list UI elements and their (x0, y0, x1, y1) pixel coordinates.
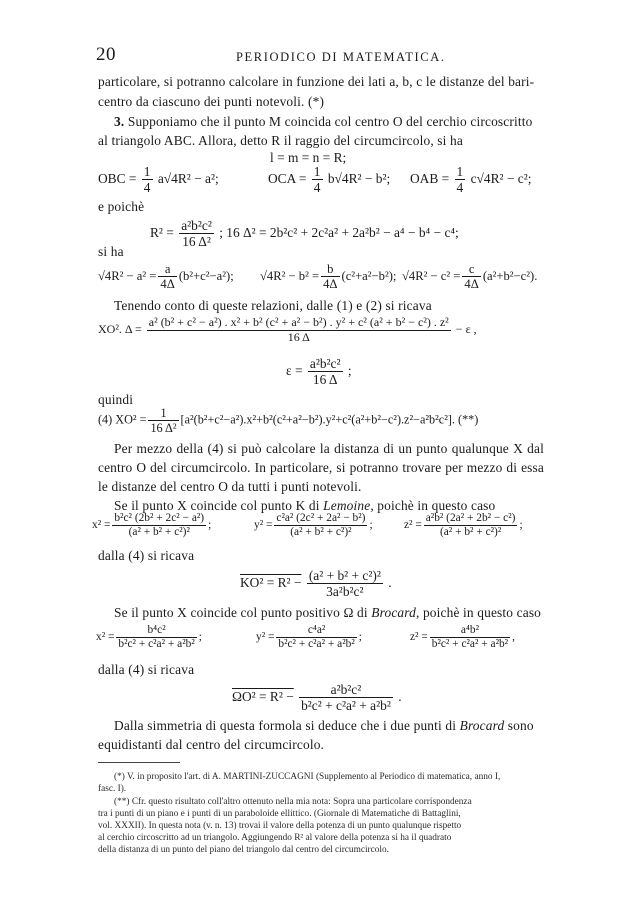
text-line: quindi (98, 392, 134, 407)
fraction: $\frac{\text{a⁴b²}}{\text{b²c² + c²a² + a²b²}}$ (431, 624, 509, 651)
equation-ko: KO² = R² − $\frac{\text{(a² + b² + c²)²}}{\text{3a²b²c²}}$ . (240, 568, 392, 600)
equation-sqrt-a: √4R² − a² = $\frac{a}{4\Delta}$ (b²+c²−a²); (98, 262, 234, 292)
fraction: a² (b² + c² − a²) . x² + b² (c² + a² − b²) . y² + c² (a² + b² − c²) . z² 16 Δ (148, 315, 449, 344)
text-line: particolare, si potranno calcolare in funzione dei lati a, b, c le distanze del bari- (98, 74, 535, 89)
equation-k-z: z² = $\frac{\text{a²b² (2a² + 2b² − c²)}}{\text{(a² + b² + c²)²}}$ ; (404, 512, 523, 539)
footnote-line: tra i punti di un piano e i punti di un paraboloide ellittico. (Giornale di Matematiche di Battaglini, (98, 809, 461, 819)
fraction: $\frac{1}{4}$ (143, 164, 151, 196)
paragraph-brocard: Se il punto X coincide col punto positivo Ω di Brocard, poichè in questo caso (114, 605, 542, 620)
fraction: $\frac{\text{a²b² (2a² + 2b² − c²)}}{\text{(a² + b² + c²)²}}$ (425, 512, 516, 539)
text-line: dalla (4) si ricava (98, 548, 195, 563)
equation-oca: OCA = $\frac{1}{4}$ b√4R² − b²; (268, 164, 391, 196)
fraction: $\frac{\text{b²c² (2b² + 2c² − a²)}}{\text{(a² + b² + c²)²}}$ (114, 512, 205, 539)
equation-lmn: l = m = n = R; (270, 150, 347, 165)
equation-sqrt-c: √4R² − c² = $\frac{c}{4\Delta}$ (a²+b²−c²). (402, 262, 538, 292)
equation-b-z: z² = $\frac{\text{a⁴b²}}{\text{b²c² + c²a² + a²b²}}$ , (410, 624, 515, 651)
text-line: centro da ciascuno dei punti notevoli. (*) (98, 94, 325, 109)
equation-obc: OBC = $\frac{1}{4}$ a√4R² − a²; (98, 164, 219, 196)
text-line: le distanze del centro O da tutti i punti notevoli. (98, 479, 362, 494)
equation-4: (4) XO² = $\frac{1}{\text{16 Δ²}}$ [a²(b²+c²−a²).x²+b²(c²+a²−b²).y²+c²(a²+b²−c²).z²−a²b²c²]. (**) (98, 406, 479, 436)
fraction: $\frac{1}{4}$ (456, 164, 464, 196)
equation-xo-delta: XO². Δ = a² (b² + c² − a²) . x² + b² (c² + a² − b²) . y² + c² (a² + b² − c²) . z² 16 Δ − ε , (98, 315, 477, 344)
footnote-2: (**) Cfr. questo risultato coll'altro ottenuto nella mia nota: Sopra una particolare corrispondenza (114, 797, 472, 807)
text-line: centro O del circumcircolo. In particolare, si potranno trovare per mezzo di essa (98, 460, 544, 475)
fraction: $\frac{1}{4}$ (313, 164, 321, 196)
equation-oab: OAB = $\frac{1}{4}$ c√4R² − c²; (410, 164, 532, 196)
equation-k-y: y² = $\frac{\text{c²a² (2c² + 2a² − b²)}}{\text{(a² + b² + c²)²}}$ ; (254, 512, 373, 539)
fraction: $\frac{c}{4\Delta}$ (464, 262, 479, 292)
fraction: $\frac{a}{4\Delta}$ (160, 262, 175, 292)
equation-sqrt-b: √4R² − b² = $\frac{b}{4\Delta}$ (c²+a²−b²); (260, 262, 397, 292)
text-line: Tenendo conto di queste relazioni, dalle (1) e (2) si ricava (114, 298, 432, 313)
fraction: $\frac{\text{a²b²c²}}{\text{16 Δ²}}$ (181, 218, 212, 250)
equation-omega-o: ΩO² = R² − $\frac{\text{a²b²c²}}{\text{b²c² + c²a² + a²b²}}$ . (232, 682, 402, 714)
fraction: $\frac{\text{a²b²c²}}{\text{b²c² + c²a² + a²b²}}$ (301, 682, 391, 714)
fraction: $\frac{\text{a²b²c²}}{16 \Delta}$ (309, 356, 341, 388)
fraction: $\frac{\text{c²a² (2c² + 2a² − b²)}}{\text{(a² + b² + c²)²}}$ (276, 512, 366, 539)
fraction: $\frac{\text{c⁴a²}}{\text{b²c² + c²a² + a²b²}}$ (278, 624, 355, 651)
running-title: PERIODICO DI MATEMATICA. (236, 50, 446, 64)
footnote-rule (98, 762, 180, 763)
text-line: Supponiamo che il punto M coincida col centro O del cerchio circoscritto (127, 114, 533, 129)
footnote-1: (*) V. in proposito l'art. di A. MARTINI-ZUCCAGNI (Supplemento al Periodico di matematica, anno I, (114, 772, 501, 782)
fraction: $\frac{\text{(a² + b² + c²)²}}{\text{3a²b²c²}}$ (308, 568, 381, 600)
equation-k-x: x² = $\frac{\text{b²c² (2b² + 2c² − a²)}}{\text{(a² + b² + c²)²}}$ ; (92, 512, 212, 539)
paragraph-3 (114, 114, 532, 130)
paragraph-lemoine: Se il punto X coincide col punto K di Lemoine, poichè in questo caso (114, 498, 496, 513)
text-line: equidistanti dal centro del circumcircolo. (98, 737, 325, 752)
fraction: $\frac{b}{4\Delta}$ (323, 262, 338, 292)
text-line: si ha (98, 244, 124, 259)
text-line: e poichè (98, 199, 145, 214)
paragraph-symmetry: Dalla simmetria di questa formola si deduce che i due punti di Brocard sono (114, 718, 534, 733)
footnote-line: vol. XXXII). In questa nota (v. n. 13) trovai il valore della potenza di un punto qualunque rispetto (98, 821, 462, 831)
page-number: 20 (96, 44, 116, 65)
brocard-name: Brocard (459, 718, 505, 733)
text-line: al triangolo ABC. Allora, detto R il raggio del circumcircolo, si ha (98, 133, 463, 148)
equation-b-y: y² = $\frac{\text{c⁴a²}}{\text{b²c² + c²a² + a²b²}}$ ; (256, 624, 362, 651)
brocard-name: Brocard (371, 605, 416, 620)
footnote-line: fasc. I). (98, 784, 127, 794)
text-line: dalla (4) si ricava (98, 662, 195, 677)
equation-epsilon: ε = $\frac{\text{a²b²c²}}{16 \Delta}$ ; (286, 356, 352, 388)
section-number: 3. (114, 114, 125, 129)
equation-r2: R² = $\frac{\text{a²b²c²}}{\text{16 Δ²}}$ ; 16 Δ² = 2b²c² + 2c²a² + 2a²b² − a⁴ − b⁴ − c⁴; (150, 218, 459, 250)
fraction: $\frac{1}{\text{16 Δ²}}$ (150, 406, 177, 436)
equation-b-x: x² = $\frac{\text{b⁴c²}}{\text{b²c² + c²a² + a²b²}}$ ; (96, 624, 202, 651)
footnote-line: al cerchio circoscritto ad un triangolo. Aggiungendo R² al valore della potenza si ha il quadrato (98, 833, 452, 843)
fraction: $\frac{\text{b⁴c²}}{\text{b²c² + c²a² + a²b²}}$ (118, 624, 195, 651)
lemoine-name: Lemoine (323, 498, 371, 513)
text-line: Per mezzo della (4) si può calcolare la distanza di un punto qualunque X dal (114, 441, 544, 456)
footnote-line: della distanza di un punto del piano del triangolo dal centro del circumcircolo. (98, 845, 389, 855)
